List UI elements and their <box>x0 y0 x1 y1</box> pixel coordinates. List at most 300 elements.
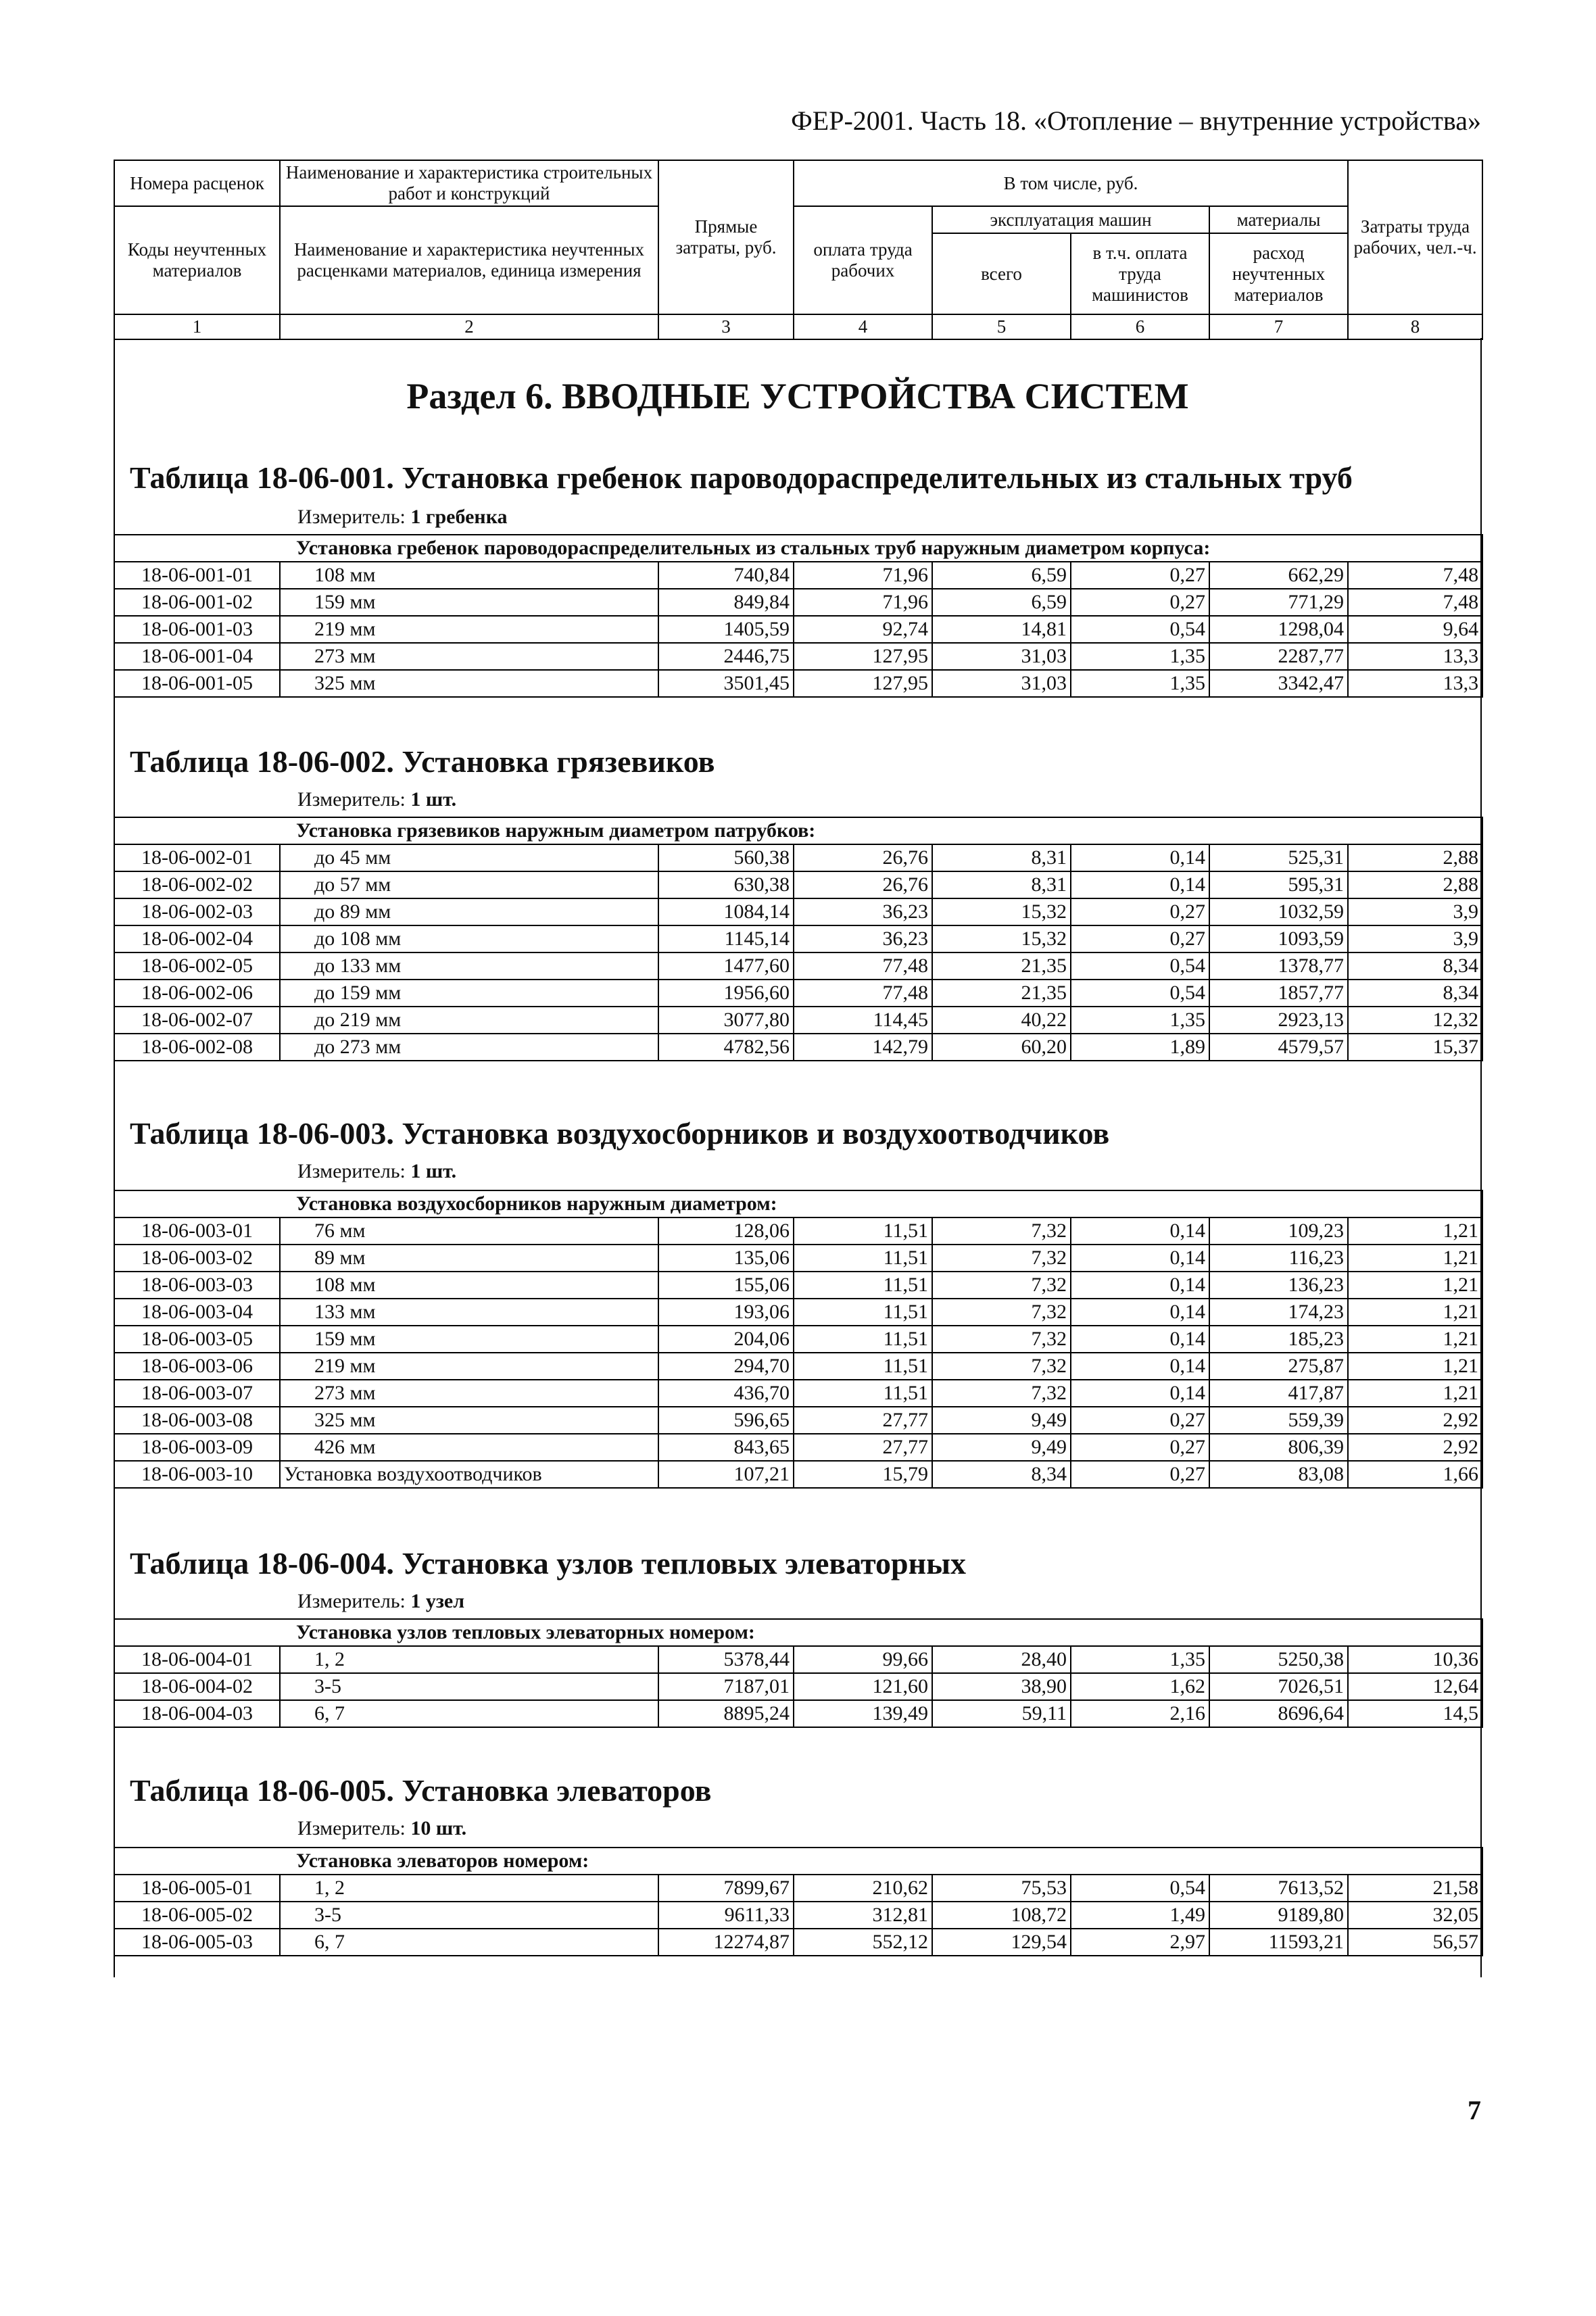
table-row <box>114 1299 1482 1326</box>
cell-work-name: 89 мм <box>280 1245 658 1272</box>
cell-rate-code: 18-06-003-04 <box>114 1299 280 1326</box>
table-title: Таблица 18-06-004. Установка узлов тепловых элеваторных <box>130 1546 967 1581</box>
table-title: Таблица 18-06-001. Установка гребенок пароводораспределительных из стальных труб <box>130 460 1353 495</box>
cell-materials: 2287,77 <box>1209 643 1348 670</box>
cell-work-name: 273 мм <box>280 643 658 670</box>
cell-rate-code: 18-06-003-02 <box>114 1245 280 1272</box>
rates-table <box>114 1190 1483 1489</box>
cell-direct-costs: 107,21 <box>658 1461 794 1488</box>
hdr-materials-unaccounted: расход неучтенных материалов <box>1209 233 1348 314</box>
cell-labor-hours: 1,21 <box>1348 1299 1482 1326</box>
cell-wages: 71,96 <box>794 589 932 616</box>
cell-machines-total: 31,03 <box>932 670 1071 697</box>
table-row <box>114 1434 1482 1461</box>
cell-direct-costs: 560,38 <box>658 844 794 871</box>
cell-wages: 92,74 <box>794 616 932 643</box>
cell-direct-costs: 1405,59 <box>658 616 794 643</box>
hdr-codes-top: Номера расценок <box>114 160 280 206</box>
cell-materials: 1032,59 <box>1209 898 1348 925</box>
meter-label: Измеритель: <box>297 1590 406 1612</box>
table-row <box>114 589 1482 616</box>
hdr-num: 6 <box>1071 314 1209 339</box>
cell-labor-hours: 1,21 <box>1348 1217 1482 1245</box>
cell-materials: 185,23 <box>1209 1326 1348 1353</box>
cell-work-name: до 108 мм <box>280 925 658 952</box>
hdr-num: 3 <box>658 314 794 339</box>
cell-wages: 127,95 <box>794 670 932 697</box>
cell-work-name: 159 мм <box>280 1326 658 1353</box>
table-subheading: Установка узлов тепловых элеваторных номером: <box>114 1619 1482 1646</box>
cell-wages: 27,77 <box>794 1407 932 1434</box>
table-row <box>114 1007 1482 1034</box>
cell-rate-code: 18-06-001-05 <box>114 670 280 697</box>
cell-labor-hours: 7,48 <box>1348 589 1482 616</box>
cell-machinists-wages: 2,16 <box>1071 1700 1209 1727</box>
cell-rate-code: 18-06-004-02 <box>114 1673 280 1700</box>
data-table-4 <box>114 1618 1483 1728</box>
cell-machines-total: 8,31 <box>932 844 1071 871</box>
cell-rate-code: 18-06-003-09 <box>114 1434 280 1461</box>
hdr-codes-bottom: Коды неучтенных материалов <box>114 206 280 314</box>
cell-machines-total: 7,32 <box>932 1217 1071 1245</box>
cell-machines-total: 8,31 <box>932 871 1071 898</box>
cell-labor-hours: 12,64 <box>1348 1673 1482 1700</box>
cell-machinists-wages: 1,35 <box>1071 1646 1209 1673</box>
hdr-name-bottom: Наименование и характеристика неучтенных расценками материалов, единица измерения <box>280 206 658 314</box>
cell-labor-hours: 8,34 <box>1348 980 1482 1007</box>
cell-direct-costs: 294,70 <box>658 1353 794 1380</box>
section-title: Раздел 6. ВВОДНЫЕ УСТРОЙСТВА СИСТЕМ <box>406 376 1189 416</box>
cell-direct-costs: 436,70 <box>658 1380 794 1407</box>
cell-materials: 559,39 <box>1209 1407 1348 1434</box>
cell-machinists-wages: 0,27 <box>1071 589 1209 616</box>
hdr-materials: материалы <box>1209 206 1348 233</box>
table-subheading-row <box>114 1848 1482 1875</box>
table-row <box>114 871 1482 898</box>
cell-work-name: 426 мм <box>280 1434 658 1461</box>
document-header: ФЕР-2001. Часть 18. «Отопление – внутренние устройства» <box>791 105 1481 136</box>
cell-direct-costs: 204,06 <box>658 1326 794 1353</box>
cell-materials: 109,23 <box>1209 1217 1348 1245</box>
cell-labor-hours: 32,05 <box>1348 1902 1482 1929</box>
table-subheading-row <box>114 1190 1482 1217</box>
cell-direct-costs: 630,38 <box>658 871 794 898</box>
cell-materials: 174,23 <box>1209 1299 1348 1326</box>
cell-work-name: 219 мм <box>280 616 658 643</box>
cell-materials: 275,87 <box>1209 1353 1348 1380</box>
cell-rate-code: 18-06-001-02 <box>114 589 280 616</box>
cell-machines-total: 108,72 <box>932 1902 1071 1929</box>
cell-direct-costs: 7187,01 <box>658 1673 794 1700</box>
cell-machinists-wages: 1,35 <box>1071 643 1209 670</box>
cell-wages: 552,12 <box>794 1929 932 1956</box>
meter-label: Измеритель: <box>297 788 406 811</box>
data-table-5 <box>114 1847 1483 1956</box>
table-row <box>114 844 1482 871</box>
cell-work-name: до 219 мм <box>280 1007 658 1034</box>
cell-machines-total: 9,49 <box>932 1407 1071 1434</box>
hdr-machinists: в т.ч. оплата труда машинистов <box>1071 233 1209 314</box>
table-row <box>114 1461 1482 1488</box>
table-meter <box>297 1817 466 1840</box>
cell-materials: 1378,77 <box>1209 952 1348 980</box>
table-title: Таблица 18-06-005. Установка элеваторов <box>130 1773 712 1808</box>
cell-labor-hours: 15,37 <box>1348 1034 1482 1061</box>
cell-work-name: 1, 2 <box>280 1646 658 1673</box>
cell-machines-total: 59,11 <box>932 1700 1071 1727</box>
cell-materials: 5250,38 <box>1209 1646 1348 1673</box>
cell-wages: 114,45 <box>794 1007 932 1034</box>
cell-rate-code: 18-06-002-06 <box>114 980 280 1007</box>
cell-direct-costs: 5378,44 <box>658 1646 794 1673</box>
cell-labor-hours: 7,48 <box>1348 562 1482 589</box>
cell-machines-total: 7,32 <box>932 1272 1071 1299</box>
cell-direct-costs: 9611,33 <box>658 1902 794 1929</box>
cell-rate-code: 18-06-002-02 <box>114 871 280 898</box>
cell-labor-hours: 1,66 <box>1348 1461 1482 1488</box>
cell-machines-total: 75,53 <box>932 1875 1071 1902</box>
cell-machines-total: 6,59 <box>932 589 1071 616</box>
meter-label: Измеритель: <box>297 1817 406 1839</box>
rates-table <box>114 534 1483 698</box>
cell-materials: 136,23 <box>1209 1272 1348 1299</box>
cell-wages: 139,49 <box>794 1700 932 1727</box>
cell-direct-costs: 1956,60 <box>658 980 794 1007</box>
cell-rate-code: 18-06-001-04 <box>114 643 280 670</box>
cell-wages: 121,60 <box>794 1673 932 1700</box>
cell-rate-code: 18-06-003-03 <box>114 1272 280 1299</box>
cell-wages: 11,51 <box>794 1217 932 1245</box>
cell-work-name: до 273 мм <box>280 1034 658 1061</box>
meter-value: 1 шт. <box>410 1160 457 1182</box>
hdr-incl: В том числе, руб. <box>794 160 1348 206</box>
cell-wages: 11,51 <box>794 1326 932 1353</box>
cell-rate-code: 18-06-003-07 <box>114 1380 280 1407</box>
cell-wages: 27,77 <box>794 1434 932 1461</box>
cell-labor-hours: 2,88 <box>1348 844 1482 871</box>
cell-work-name: 273 мм <box>280 1380 658 1407</box>
table-row <box>114 1646 1482 1673</box>
hdr-num: 7 <box>1209 314 1348 339</box>
cell-machinists-wages: 0,14 <box>1071 1353 1209 1380</box>
cell-work-name: до 89 мм <box>280 898 658 925</box>
cell-machinists-wages: 0,54 <box>1071 980 1209 1007</box>
cell-machinists-wages: 0,54 <box>1071 1875 1209 1902</box>
cell-machinists-wages: 0,27 <box>1071 562 1209 589</box>
cell-wages: 127,95 <box>794 643 932 670</box>
cell-wages: 11,51 <box>794 1299 932 1326</box>
table-row <box>114 952 1482 980</box>
cell-rate-code: 18-06-003-08 <box>114 1407 280 1434</box>
cell-rate-code: 18-06-002-04 <box>114 925 280 952</box>
cell-work-name: до 133 мм <box>280 952 658 980</box>
cell-direct-costs: 843,65 <box>658 1434 794 1461</box>
table-row <box>114 1673 1482 1700</box>
cell-labor-hours: 21,58 <box>1348 1875 1482 1902</box>
cell-wages: 312,81 <box>794 1902 932 1929</box>
cell-machinists-wages: 0,14 <box>1071 844 1209 871</box>
meter-value: 10 шт. <box>410 1817 467 1839</box>
cell-machines-total: 7,32 <box>932 1299 1071 1326</box>
cell-rate-code: 18-06-002-08 <box>114 1034 280 1061</box>
cell-machines-total: 40,22 <box>932 1007 1071 1034</box>
table-row <box>114 1380 1482 1407</box>
column-header <box>114 160 1483 340</box>
cell-rate-code: 18-06-005-03 <box>114 1929 280 1956</box>
cell-machinists-wages: 1,49 <box>1071 1902 1209 1929</box>
table-row <box>114 1326 1482 1353</box>
cell-work-name: до 57 мм <box>280 871 658 898</box>
cell-wages: 11,51 <box>794 1353 932 1380</box>
cell-machines-total: 15,32 <box>932 925 1071 952</box>
cell-work-name: 3-5 <box>280 1902 658 1929</box>
cell-materials: 417,87 <box>1209 1380 1348 1407</box>
cell-labor-hours: 1,21 <box>1348 1353 1482 1380</box>
cell-machinists-wages: 0,14 <box>1071 1272 1209 1299</box>
cell-machinists-wages: 0,14 <box>1071 1217 1209 1245</box>
cell-rate-code: 18-06-004-01 <box>114 1646 280 1673</box>
cell-work-name: 3-5 <box>280 1673 658 1700</box>
cell-labor-hours: 12,32 <box>1348 1007 1482 1034</box>
cell-rate-code: 18-06-003-06 <box>114 1353 280 1380</box>
table-subheading-row <box>114 535 1482 562</box>
cell-work-name: 108 мм <box>280 1272 658 1299</box>
cell-rate-code: 18-06-002-03 <box>114 898 280 925</box>
table-row <box>114 1272 1482 1299</box>
cell-machines-total: 31,03 <box>932 643 1071 670</box>
table-row <box>114 898 1482 925</box>
cell-work-name: 1, 2 <box>280 1875 658 1902</box>
hdr-num: 5 <box>932 314 1071 339</box>
cell-rate-code: 18-06-001-03 <box>114 616 280 643</box>
cell-wages: 99,66 <box>794 1646 932 1673</box>
cell-direct-costs: 1477,60 <box>658 952 794 980</box>
cell-machinists-wages: 1,35 <box>1071 1007 1209 1034</box>
cell-direct-costs: 1145,14 <box>658 925 794 952</box>
cell-direct-costs: 4782,56 <box>658 1034 794 1061</box>
cell-machines-total: 28,40 <box>932 1646 1071 1673</box>
cell-machinists-wages: 0,14 <box>1071 1326 1209 1353</box>
meter-value: 1 гребенка <box>410 506 508 528</box>
hdr-machines-total: всего <box>932 233 1071 314</box>
cell-labor-hours: 3,9 <box>1348 925 1482 952</box>
cell-labor-hours: 56,57 <box>1348 1929 1482 1956</box>
cell-materials: 116,23 <box>1209 1245 1348 1272</box>
page-number: 7 <box>1468 2095 1481 2125</box>
cell-labor-hours: 13,3 <box>1348 643 1482 670</box>
cell-wages: 36,23 <box>794 898 932 925</box>
cell-wages: 11,51 <box>794 1272 932 1299</box>
rates-table <box>114 1618 1483 1728</box>
table-title: Таблица 18-06-003. Установка воздухосборников и воздухоотводчиков <box>130 1116 1110 1151</box>
cell-machinists-wages: 0,14 <box>1071 871 1209 898</box>
table-subheading-row <box>114 1619 1482 1646</box>
cell-machines-total: 15,32 <box>932 898 1071 925</box>
hdr-num: 1 <box>114 314 280 339</box>
cell-machinists-wages: 1,35 <box>1071 670 1209 697</box>
cell-machinists-wages: 0,27 <box>1071 1461 1209 1488</box>
cell-rate-code: 18-06-002-05 <box>114 952 280 980</box>
meter-label: Измеритель: <box>297 506 406 528</box>
cell-direct-costs: 3077,80 <box>658 1007 794 1034</box>
table-row <box>114 562 1482 589</box>
cell-labor-hours: 1,21 <box>1348 1326 1482 1353</box>
cell-wages: 71,96 <box>794 562 932 589</box>
cell-machines-total: 14,81 <box>932 616 1071 643</box>
cell-work-name: Установка воздухоотводчиков <box>280 1461 658 1488</box>
cell-direct-costs: 7899,67 <box>658 1875 794 1902</box>
cell-machines-total: 38,90 <box>932 1673 1071 1700</box>
cell-machinists-wages: 0,54 <box>1071 616 1209 643</box>
cell-direct-costs: 155,06 <box>658 1272 794 1299</box>
cell-wages: 11,51 <box>794 1380 932 1407</box>
cell-rate-code: 18-06-005-02 <box>114 1902 280 1929</box>
cell-materials: 11593,21 <box>1209 1929 1348 1956</box>
table-row <box>114 616 1482 643</box>
cell-labor-hours: 10,36 <box>1348 1646 1482 1673</box>
table-row <box>114 1902 1482 1929</box>
cell-materials: 771,29 <box>1209 589 1348 616</box>
table-row <box>114 925 1482 952</box>
cell-direct-costs: 2446,75 <box>658 643 794 670</box>
cell-wages: 36,23 <box>794 925 932 952</box>
cell-direct-costs: 596,65 <box>658 1407 794 1434</box>
table-meter <box>297 1160 456 1183</box>
cell-work-name: до 159 мм <box>280 980 658 1007</box>
cell-labor-hours: 1,21 <box>1348 1245 1482 1272</box>
cell-wages: 210,62 <box>794 1875 932 1902</box>
cell-direct-costs: 3501,45 <box>658 670 794 697</box>
table-row <box>114 1034 1482 1061</box>
table-row <box>114 1217 1482 1245</box>
cell-work-name: до 45 мм <box>280 844 658 871</box>
table-title: Таблица 18-06-002. Установка грязевиков <box>130 744 715 779</box>
cell-materials: 3342,47 <box>1209 670 1348 697</box>
cell-labor-hours: 2,92 <box>1348 1434 1482 1461</box>
table-subheading: Установка элеваторов номером: <box>114 1848 1482 1875</box>
cell-machines-total: 9,49 <box>932 1434 1071 1461</box>
cell-work-name: 108 мм <box>280 562 658 589</box>
cell-machines-total: 7,32 <box>932 1380 1071 1407</box>
cell-machinists-wages: 0,27 <box>1071 925 1209 952</box>
table-subheading-row <box>114 817 1482 844</box>
rates-table <box>114 817 1483 1061</box>
cell-machinists-wages: 0,14 <box>1071 1380 1209 1407</box>
table-row <box>114 1700 1482 1727</box>
table-row <box>114 1929 1482 1956</box>
hdr-labor: Затраты труда рабочих, чел.-ч. <box>1348 160 1482 314</box>
meter-value: 1 шт. <box>410 788 457 811</box>
cell-rate-code: 18-06-005-01 <box>114 1875 280 1902</box>
cell-wages: 77,48 <box>794 980 932 1007</box>
data-table-3 <box>114 1190 1483 1489</box>
cell-direct-costs: 849,84 <box>658 589 794 616</box>
hdr-num: 2 <box>280 314 658 339</box>
cell-machinists-wages: 0,54 <box>1071 952 1209 980</box>
cell-direct-costs: 12274,87 <box>658 1929 794 1956</box>
cell-rate-code: 18-06-002-07 <box>114 1007 280 1034</box>
hdr-direct-costs: Прямые затраты, руб. <box>658 160 794 314</box>
cell-materials: 4579,57 <box>1209 1034 1348 1061</box>
cell-machinists-wages: 0,14 <box>1071 1245 1209 1272</box>
cell-machines-total: 21,35 <box>932 980 1071 1007</box>
table-row <box>114 1245 1482 1272</box>
cell-rate-code: 18-06-004-03 <box>114 1700 280 1727</box>
cell-machinists-wages: 0,14 <box>1071 1299 1209 1326</box>
cell-wages: 11,51 <box>794 1245 932 1272</box>
cell-materials: 1857,77 <box>1209 980 1348 1007</box>
cell-rate-code: 18-06-001-01 <box>114 562 280 589</box>
cell-labor-hours: 2,92 <box>1348 1407 1482 1434</box>
cell-machinists-wages: 1,62 <box>1071 1673 1209 1700</box>
cell-wages: 142,79 <box>794 1034 932 1061</box>
cell-work-name: 159 мм <box>280 589 658 616</box>
table-row <box>114 980 1482 1007</box>
cell-direct-costs: 135,06 <box>658 1245 794 1272</box>
cell-machinists-wages: 0,27 <box>1071 898 1209 925</box>
hdr-machines: эксплуатация машин <box>932 206 1209 233</box>
cell-materials: 9189,80 <box>1209 1902 1348 1929</box>
cell-machines-total: 129,54 <box>932 1929 1071 1956</box>
cell-machinists-wages: 1,89 <box>1071 1034 1209 1061</box>
cell-wages: 26,76 <box>794 844 932 871</box>
cell-materials: 7613,52 <box>1209 1875 1348 1902</box>
cell-work-name: 325 мм <box>280 1407 658 1434</box>
cell-direct-costs: 740,84 <box>658 562 794 589</box>
cell-materials: 1093,59 <box>1209 925 1348 952</box>
table-row <box>114 1407 1482 1434</box>
table-meter <box>297 788 456 811</box>
cell-work-name: 325 мм <box>280 670 658 697</box>
table-meter <box>297 1590 464 1613</box>
cell-machinists-wages: 0,27 <box>1071 1434 1209 1461</box>
table-meter <box>297 506 508 529</box>
table-subheading: Установка воздухосборников наружным диаметром: <box>114 1190 1482 1217</box>
cell-labor-hours: 1,21 <box>1348 1380 1482 1407</box>
cell-machines-total: 21,35 <box>932 952 1071 980</box>
cell-machines-total: 7,32 <box>932 1353 1071 1380</box>
table-row <box>114 643 1482 670</box>
hdr-num: 8 <box>1348 314 1482 339</box>
cell-direct-costs: 1084,14 <box>658 898 794 925</box>
cell-work-name: 219 мм <box>280 1353 658 1380</box>
cell-materials: 1298,04 <box>1209 616 1348 643</box>
meter-label: Измеритель: <box>297 1160 406 1182</box>
hdr-name-top: Наименование и характеристика строительных работ и конструкций <box>280 160 658 206</box>
cell-machines-total: 7,32 <box>932 1245 1071 1272</box>
cell-materials: 7026,51 <box>1209 1673 1348 1700</box>
cell-machines-total: 7,32 <box>932 1326 1071 1353</box>
cell-labor-hours: 13,3 <box>1348 670 1482 697</box>
meter-value: 1 узел <box>410 1590 465 1612</box>
cell-labor-hours: 3,9 <box>1348 898 1482 925</box>
table-row <box>114 670 1482 697</box>
cell-work-name: 6, 7 <box>280 1929 658 1956</box>
cell-materials: 525,31 <box>1209 844 1348 871</box>
table-row <box>114 1875 1482 1902</box>
cell-machines-total: 6,59 <box>932 562 1071 589</box>
table-row <box>114 1353 1482 1380</box>
cell-wages: 15,79 <box>794 1461 932 1488</box>
cell-materials: 662,29 <box>1209 562 1348 589</box>
cell-labor-hours: 14,5 <box>1348 1700 1482 1727</box>
cell-rate-code: 18-06-003-01 <box>114 1217 280 1245</box>
cell-machinists-wages: 2,97 <box>1071 1929 1209 1956</box>
cell-materials: 83,08 <box>1209 1461 1348 1488</box>
cell-wages: 26,76 <box>794 871 932 898</box>
cell-labor-hours: 1,21 <box>1348 1272 1482 1299</box>
table-subheading: Установка грязевиков наружным диаметром патрубков: <box>114 817 1482 844</box>
